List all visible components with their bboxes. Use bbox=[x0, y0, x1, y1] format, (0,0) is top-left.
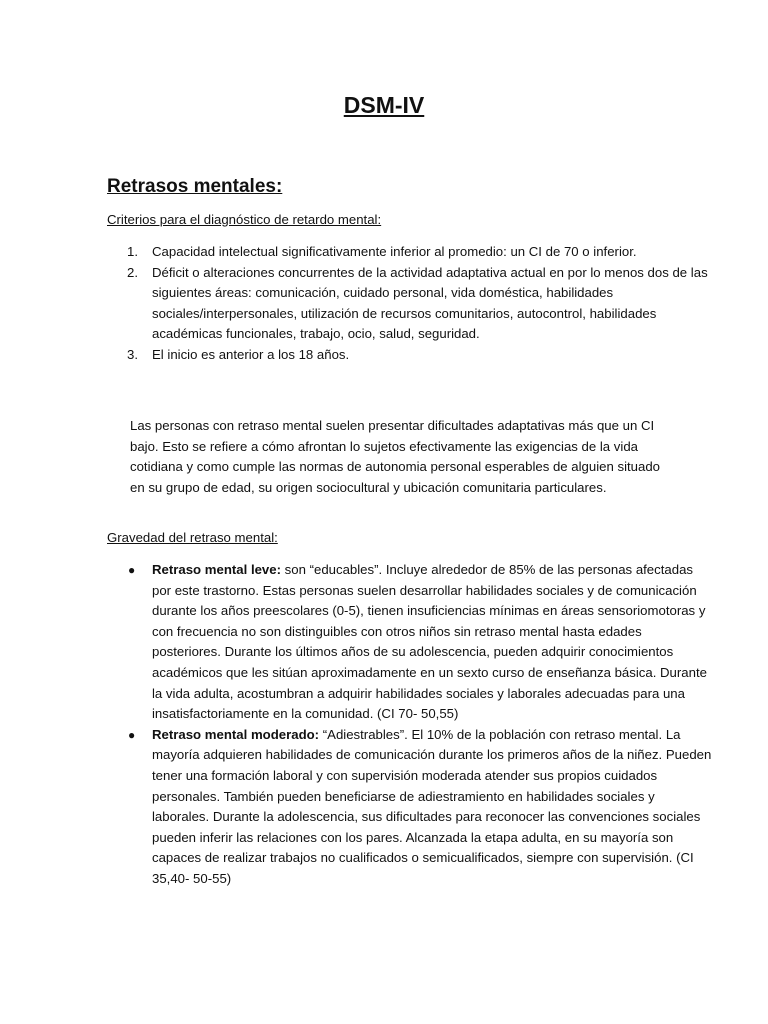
criteria-text: El inicio es anterior a los 18 años. bbox=[152, 346, 350, 362]
criteria-text: Déficit o alteraciones concurrentes de la actividad adaptativa actual en por lo menos dos de las siguientes áreas: comunicación, cuidado personal, vida doméstica, habilidades sociales/interpersonales, utilización de recursos comunitarios, autocontrol, habilidades académicas funcionales, trabajo, ocio, salud, seguridad. bbox=[152, 264, 708, 342]
bullet-icon: ● bbox=[128, 727, 136, 742]
criteria-item bbox=[127, 263, 712, 345]
severity-item bbox=[128, 560, 712, 725]
severity-item bbox=[128, 725, 712, 890]
criteria-item bbox=[127, 242, 712, 263]
criteria-list bbox=[107, 242, 712, 366]
section-heading: Retrasos mentales: bbox=[107, 176, 283, 197]
body-paragraph: Las personas con retraso mental suelen presentar dificultades adaptativas más que un CI bajo. Esto se refiere a cómo afrontan lo sujetos efectivamente las exigencias de la vida cotidiana y como cumple las normas de autonomia personal esperables de alguien situado en su grupo de edad, su origen sociocultural y ubicación comunitaria particulares. bbox=[130, 418, 661, 495]
criteria-number: 2. bbox=[127, 264, 138, 280]
severity-text: son “educables”. Incluye alrededor de 85% de las personas afectadas por este trastorno. Estas personas suelen desarrollar habilidades sociales y de comunicación durante los años preescolares (0-5), tienen insuficiencias mínimas en áreas sensoriomotoras y con frecuencia no son distinguibles con otros niños sin retraso mental hasta edades posteriores. Durante los últimos años de su adolescencia, pueden adquirir conocimientos académicos que les sitúan aproximadamente en un sexto curso de enseñanza básica. Durante la vida adulta, acostumbran a adquirir habilidades sociales y laborales adecuadas para una insatisfactoriamente en la comunidad. (CI 70- 50,55) bbox=[152, 562, 707, 722]
severity-term: Retraso mental leve: bbox=[152, 562, 281, 577]
page-title: DSM-IV bbox=[343, 92, 425, 118]
criteria-heading: Criterios para el diagnóstico de retardo mental: bbox=[107, 212, 382, 227]
criteria-text: Capacidad intelectual significativamente inferior al promedio: un CI de 70 o inferior. bbox=[152, 244, 637, 259]
criteria-item bbox=[127, 345, 712, 366]
severity-heading: Gravedad del retraso mental: bbox=[107, 530, 278, 545]
bullet-icon: ● bbox=[128, 563, 136, 577]
criteria-number: 1. bbox=[127, 244, 138, 259]
severity-term: Retraso mental moderado: bbox=[152, 726, 320, 742]
severity-text: “Adiestrables”. El 10% de la población con retraso mental. La mayoría adquieren habilidades de comunicación durante los primeros años de la niñez. Pueden tener una formación laboral y con supervisión moderada atender sus propios cuidados personales. También pueden beneficiarse de adiestramiento en habilidades sociales y laborales. Durante la adolescencia, sus dificultades para reconocer las convenciones sociales pueden inferir las relaciones con los pares. Alcanzada la etapa adulta, en su mayoría son capaces de realizar trabajos no cualificados o semicualificados, siempre con supervisión. (CI 35,40- 50-55) bbox=[152, 726, 712, 886]
criteria-number: 3. bbox=[127, 346, 138, 362]
severity-list bbox=[107, 560, 712, 890]
